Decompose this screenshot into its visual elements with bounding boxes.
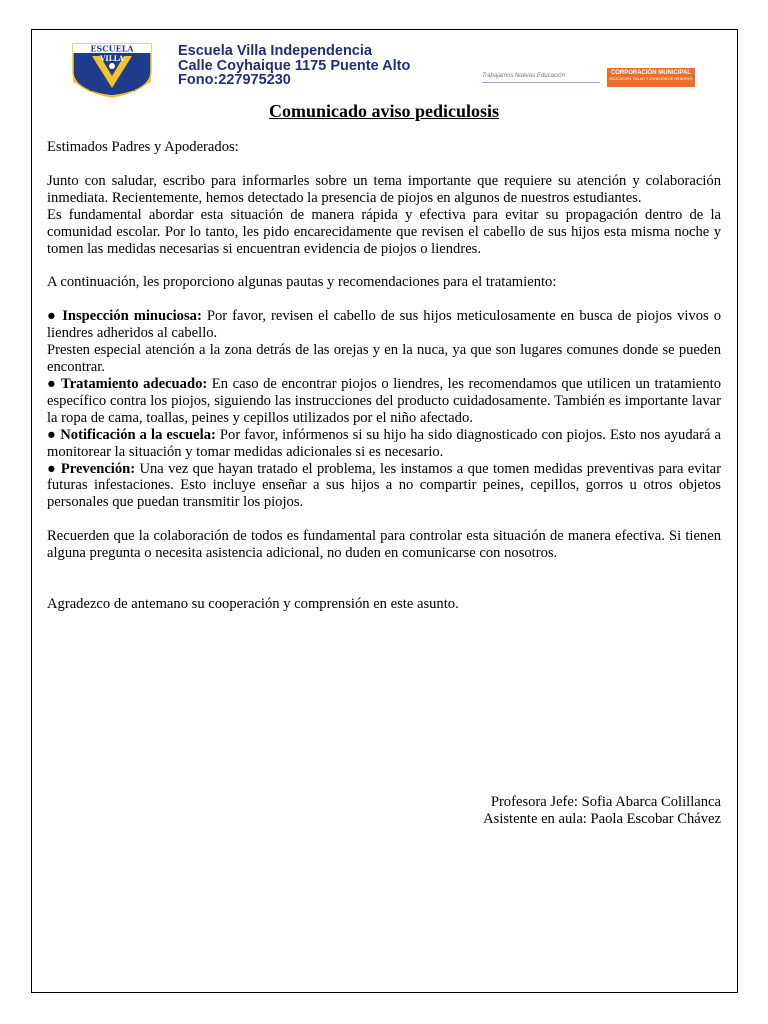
corporation-badge bbox=[607, 68, 695, 87]
logo-middle-text: VILLA bbox=[100, 54, 124, 63]
signature-assistant: Asistente en aula: Paola Escobar Chávez bbox=[483, 811, 721, 827]
letterhead bbox=[70, 42, 710, 98]
bullet-inspection bbox=[47, 308, 721, 342]
logo-top-text: ESCUELA bbox=[90, 43, 134, 54]
bullet-text: Por favor, infórmenos si su hijo ha sido diagnosticado con piojos. Esto nos ayudará a monitorear la situación y tomar medidas adicionales si es necesario. bbox=[47, 426, 721, 460]
bullet-prevention bbox=[47, 461, 721, 512]
bullet-inspection-extra: Presten especial atención a la zona detrás de las orejas y en la nuca, ya que son lugares comunes donde se pueden encontrar. bbox=[47, 342, 721, 376]
slogan: Trabajamos Nuevas Educación bbox=[482, 73, 600, 83]
document-title: Comunicado aviso pediculosis bbox=[268, 101, 500, 121]
bullet-label: ● Inspección minuciosa: bbox=[47, 308, 202, 325]
school-address: Calle Coyhaique 1175 Puente Alto bbox=[178, 57, 411, 74]
bullet-treatment bbox=[47, 376, 721, 427]
bullet-text: Una vez que hayan tratado el problema, les instamos a que tomen medidas preventivas para evitar futuras infestaciones. Esto incluye enseñar a sus hijos a no compartir peines, cepillos, gorros u otros objetos personales que puedan transmitir los piojos. bbox=[47, 460, 722, 511]
school-info bbox=[178, 44, 410, 88]
closing-paragraph: Recuerden que la colaboración de todos es fundamental para controlar esta situación de manera efectiva. Si tienen alguna pregunta o necesita asistencia adicional, no duden en comunicarse con nosotros. bbox=[47, 528, 721, 562]
letter-body bbox=[47, 139, 721, 613]
list-intro: A continuación, les proporciono algunas pautas y recomendaciones para el tratamiento: bbox=[47, 274, 557, 291]
signature-teacher: Profesora Jefe: Sofia Abarca Colillanca bbox=[490, 794, 721, 810]
school-phone: Fono:227975230 bbox=[178, 72, 291, 88]
corp-badge-title: CORPORACIÓN MUNICIPAL bbox=[610, 70, 692, 76]
thanks-paragraph: Agradezco de antemano su cooperación y comprensión en este asunto. bbox=[47, 596, 459, 613]
bullet-text: Por favor, revisen el cabello de sus hijos meticulosamente en busca de piojos vivos o liendres adheridos al cabello. bbox=[47, 308, 721, 342]
signature-block bbox=[483, 794, 721, 828]
school-crest-logo bbox=[70, 42, 154, 98]
logo-bottom-text: INDEPENDENCIA bbox=[88, 87, 136, 93]
bullet-label: ● Tratamiento adecuado: bbox=[47, 375, 208, 392]
paragraph-action: Es fundamental abordar esta situación de manera rápida y efectiva para evitar su propagación dentro de la comunidad escolar. Por lo tanto, les pido encarecidamente que revisen el cabello de sus hijos esta misma noche y tomen las medidas necesarias si encuentran evidencia de piojos o liendres. bbox=[47, 206, 721, 257]
greeting: Estimados Padres y Apoderados: bbox=[47, 139, 239, 155]
bullet-text: En caso de encontrar piojos o liendres, les recomendamos que utilicen un tratamiento específico contra los piojos, siguiendo las instrucciones del producto cuidadosamente. También es importante lavar la ropa de cama, toallas, peines y cepillos utilizados por el niño afectado. bbox=[47, 375, 721, 426]
paragraph-intro: Junto con saludar, escribo para informarles sobre un tema importante que requiere su atención y colaboración inmediata. Recientemente, hemos detectado la presencia de piojos en algunos de nuestros estudiantes. bbox=[47, 172, 721, 206]
bullet-label: ● Prevención: bbox=[47, 460, 136, 477]
bullet-notification bbox=[47, 427, 721, 461]
corp-badge-subtitle: EDUCACIÓN, SALUD Y ATENCIÓN DE MENORES bbox=[609, 77, 693, 81]
school-name: Escuela Villa Independencia bbox=[178, 43, 372, 59]
bullet-label: ● Notificación a la escuela: bbox=[47, 426, 216, 443]
